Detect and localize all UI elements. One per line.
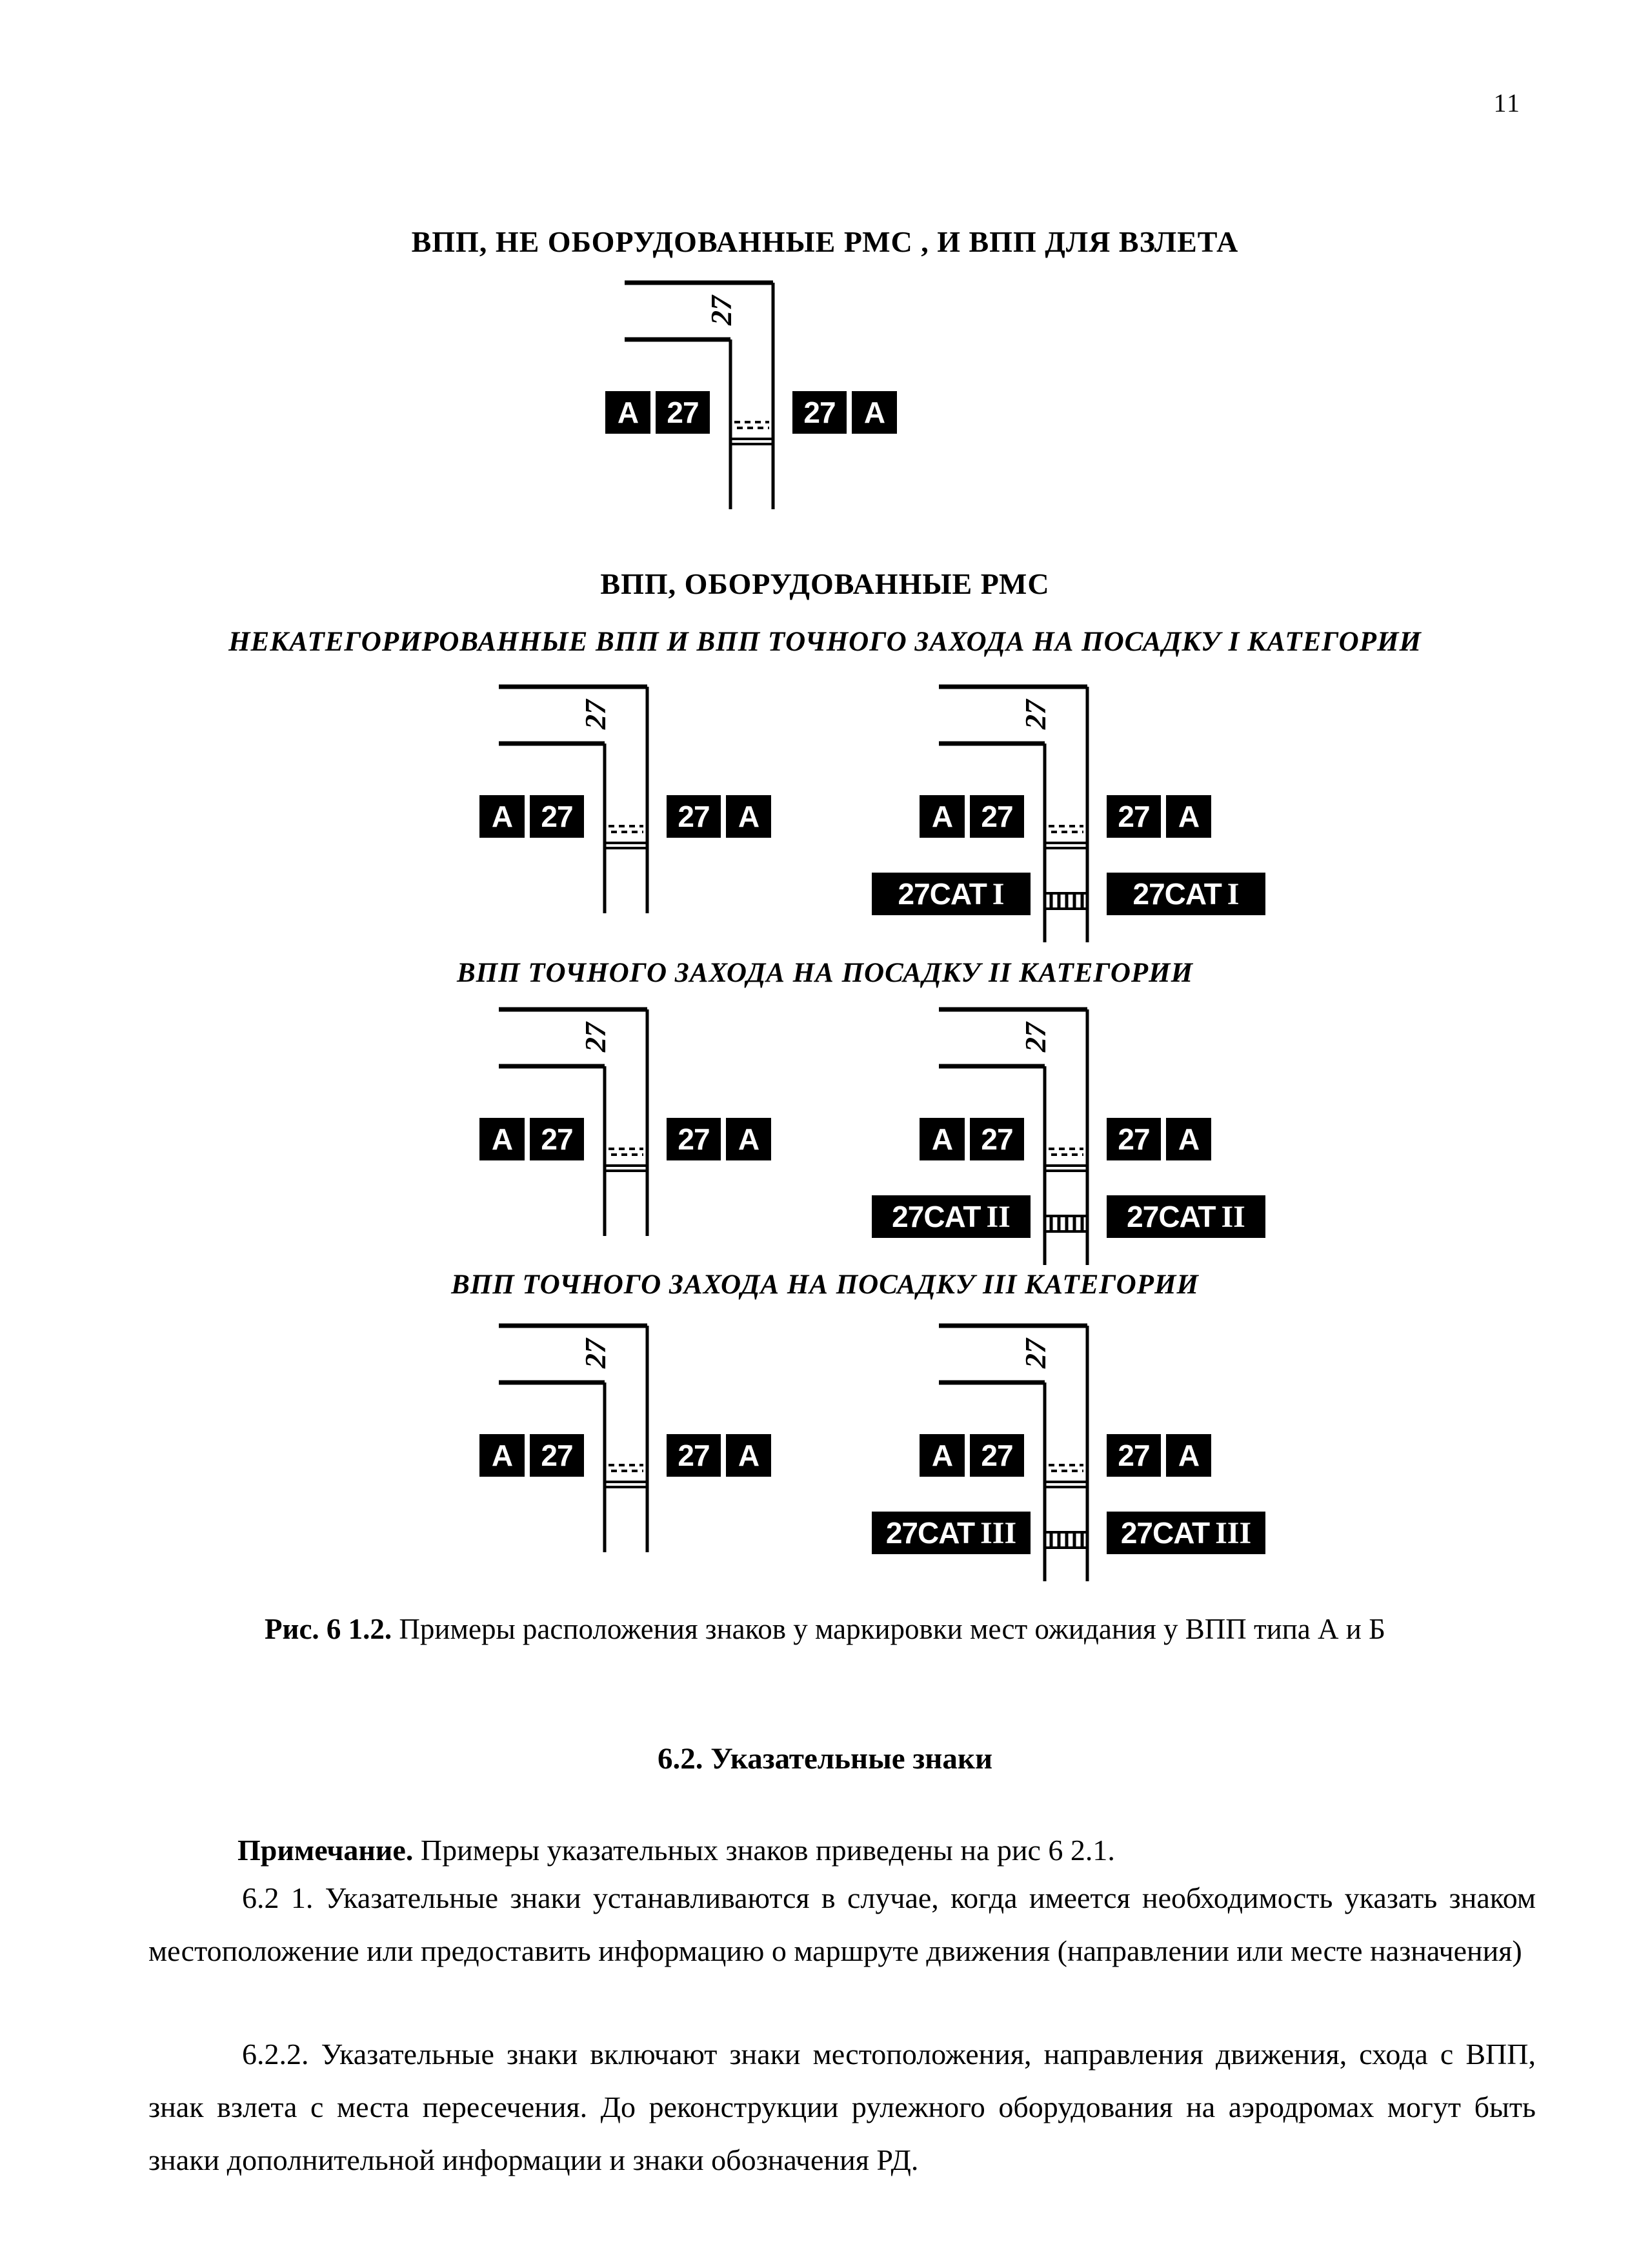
cat2-sign-left xyxy=(872,1195,1031,1238)
section-heading-6-2: 6.2. Указательные знаки xyxy=(657,1742,993,1776)
holding-sign-right xyxy=(1107,1434,1211,1477)
subtitle-cat2: ВПП ТОЧНОГО ЗАХОДА НА ПОСАДКУ II КАТЕГОРИИ xyxy=(456,958,1194,988)
diagram-cat2-type-b xyxy=(855,1002,1268,1266)
cat-sign-numeral: I xyxy=(992,876,1005,911)
taxiway-letter-sign: А xyxy=(920,795,965,838)
page-number: 11 xyxy=(1493,88,1521,117)
holding-sign-left xyxy=(920,795,1024,838)
title-runways-with-rms: ВПП, ОБОРУДОВАННЫЕ РМС xyxy=(600,567,1050,600)
paragraph-6-2-2: 6.2.2. Указательные знаки включают знаки местоположения, направления движения, схода с ВПП, знак взлета с места пересечения. До реконструкции рулежного оборудования на аэродромах могут быть знаки дополнительной информации и знаки обозначения РД. xyxy=(148,2038,1536,2176)
figure-caption-text: Примеры расположения знаков у маркировки мест ожидания у ВПП типа А и Б xyxy=(392,1613,1385,1645)
taxiway-letter-sign: А xyxy=(726,795,771,838)
holding-sign-right xyxy=(667,1434,771,1477)
figure-caption-label: Рис. 6 1.2. xyxy=(265,1613,392,1645)
diagram-cat2-type-a xyxy=(473,1002,776,1237)
runway-number-sign: 27 xyxy=(792,391,847,434)
runway-number-sign: 27 xyxy=(1107,1434,1161,1477)
cat-sign-numeral: I xyxy=(1227,876,1240,911)
cat-sign-numeral: II xyxy=(986,1199,1011,1234)
cat-sign-numeral: III xyxy=(1215,1515,1252,1550)
holding-sign-left xyxy=(479,795,584,838)
holding-sign-right xyxy=(1107,795,1211,838)
taxiway-letter-sign: А xyxy=(605,391,650,434)
runway-number-sign: 27 xyxy=(667,795,721,838)
runway-number-sign: 27 xyxy=(530,1434,584,1477)
diagram-runway-no-rms xyxy=(599,275,902,511)
taxiway-letter-sign: А xyxy=(920,1118,965,1160)
title-runways-without-rms: ВПП, НЕ ОБОРУДОВАННЫЕ РМС , И ВПП ДЛЯ ВЗЛЕТА xyxy=(411,225,1239,258)
runway-designation: 27 xyxy=(579,700,612,729)
runway-designation: 27 xyxy=(1019,1022,1052,1052)
cat3-sign-left xyxy=(872,1512,1031,1554)
taxiway-letter-sign: А xyxy=(479,1118,525,1160)
runway-designation: 27 xyxy=(579,1339,612,1368)
note-text: Примеры указательных знаков приведены на рис 6 2.1. xyxy=(413,1834,1115,1867)
figure-caption xyxy=(0,1612,1650,1646)
cat1-sign-right xyxy=(1107,873,1265,915)
runway-number-sign: 27 xyxy=(667,1434,721,1477)
cat-sign-base: 27CAT xyxy=(892,1200,981,1233)
paragraph-6-2-1: 6.2 1. Указательные знаки устанавливаются в случае, когда имеется необходимость указать знаком местоположение или предоставить информацию о маршруте движения (направлении или месте назначения) xyxy=(148,1881,1536,1967)
cat1-sign-left xyxy=(872,873,1031,915)
cat-sign-numeral: II xyxy=(1221,1199,1245,1234)
taxiway-letter-sign: А xyxy=(726,1434,771,1477)
holding-sign-left xyxy=(479,1434,584,1477)
runway-number-sign: 27 xyxy=(530,1118,584,1160)
subtitle-cat3: ВПП ТОЧНОГО ЗАХОДА НА ПОСАДКУ III КАТЕГОРИИ xyxy=(451,1270,1199,1300)
holding-sign-left xyxy=(479,1118,584,1160)
cat-sign-base: 27CAT xyxy=(1120,1516,1210,1550)
taxiway-letter-sign: А xyxy=(852,391,897,434)
runway-number-sign: 27 xyxy=(656,391,710,434)
holding-sign-left xyxy=(920,1118,1024,1160)
diagram-cat3-type-a xyxy=(473,1318,776,1554)
holding-sign-right xyxy=(792,391,897,434)
taxiway-letter-sign: А xyxy=(479,1434,525,1477)
cat-sign-base: 27CAT xyxy=(1127,1200,1216,1233)
taxiway-letter-sign: А xyxy=(1166,1118,1211,1160)
runway-number-sign: 27 xyxy=(530,795,584,838)
diagram-cat3-type-b xyxy=(855,1318,1268,1583)
holding-sign-right xyxy=(667,795,771,838)
holding-sign-right xyxy=(1107,1118,1211,1160)
diagram-cat1-type-b xyxy=(855,679,1268,944)
cat-sign-numeral: III xyxy=(980,1515,1017,1550)
taxiway-letter-sign: А xyxy=(920,1434,965,1477)
runway-designation: 27 xyxy=(1019,1339,1052,1368)
holding-sign-left xyxy=(920,1434,1024,1477)
cat3-sign-right xyxy=(1107,1512,1265,1554)
runway-number-sign: 27 xyxy=(970,1118,1024,1160)
runway-designation: 27 xyxy=(1019,700,1052,729)
taxiway-letter-sign: А xyxy=(1166,1434,1211,1477)
runway-designation: 27 xyxy=(705,296,738,325)
holding-sign-left xyxy=(605,391,710,434)
note-paragraph xyxy=(148,1824,1536,1877)
taxiway-letter-sign: А xyxy=(726,1118,771,1160)
runway-designation: 27 xyxy=(579,1022,612,1052)
cat-sign-base: 27CAT xyxy=(1132,877,1222,911)
runway-number-sign: 27 xyxy=(970,1434,1024,1477)
holding-sign-right xyxy=(667,1118,771,1160)
subtitle-cat1: НЕКАТЕГОРИРОВАННЫЕ ВПП И ВПП ТОЧНОГО ЗАХОДА НА ПОСАДКУ I КАТЕГОРИИ xyxy=(228,627,1422,657)
taxiway-letter-sign: А xyxy=(479,795,525,838)
cat2-sign-right xyxy=(1107,1195,1265,1238)
cat-sign-base: 27CAT xyxy=(898,877,987,911)
runway-number-sign: 27 xyxy=(1107,1118,1161,1160)
taxiway-letter-sign: А xyxy=(1166,795,1211,838)
runway-number-sign: 27 xyxy=(667,1118,721,1160)
diagram-cat1-type-a xyxy=(473,679,776,915)
runway-number-sign: 27 xyxy=(1107,795,1161,838)
runway-number-sign: 27 xyxy=(970,795,1024,838)
note-label: Примечание. xyxy=(237,1834,414,1867)
cat-sign-base: 27CAT xyxy=(885,1516,975,1550)
